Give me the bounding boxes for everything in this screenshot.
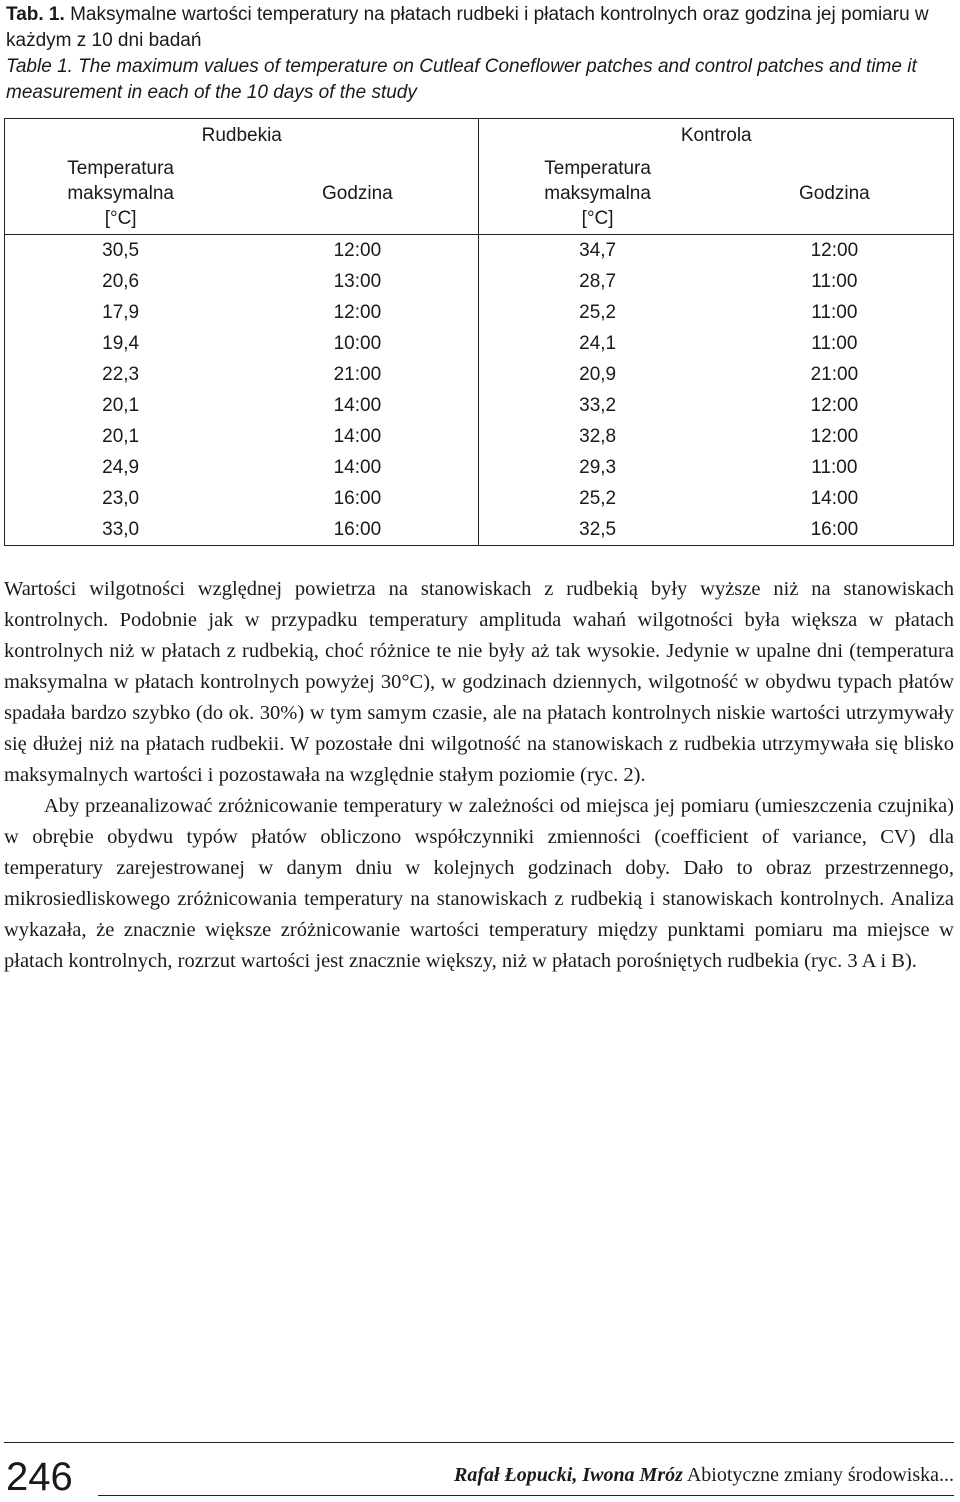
cell-hour-kontrola: 11:00 bbox=[716, 297, 954, 328]
cell-hour-kontrola: 16:00 bbox=[716, 514, 954, 546]
cell-hour-rudbekia: 16:00 bbox=[236, 514, 479, 546]
table-row bbox=[5, 483, 954, 514]
cell-temp-kontrola: 32,5 bbox=[479, 514, 716, 546]
cell-hour-rudbekia: 10:00 bbox=[333, 332, 382, 354]
table-row bbox=[5, 235, 954, 267]
cell-hour-rudbekia: 16:00 bbox=[333, 487, 382, 509]
footer-authors: Rafał Łopucki, Iwona Mróz bbox=[453, 1464, 683, 1486]
table-row bbox=[5, 328, 954, 359]
cell-temp-kontrola: 29,3 bbox=[479, 452, 716, 483]
caption-polish: Maksymalne wartości temperatury na płatach rudbeki i płatach kontrolnych oraz godzina jej pomiaru w każdym z 10 dni badań bbox=[6, 4, 929, 51]
cell-hour-kontrola: 11:00 bbox=[716, 266, 954, 297]
temperature-table bbox=[4, 118, 954, 546]
page-number: 246 bbox=[6, 1455, 73, 1499]
paragraph-humidity: Wartości wilgotności względnej powietrza na stanowiskach z rudbekią były wyższe niż na stanowiskach kontrolnych. Podobnie jak w przypadku temperatury amplituda wahań wilgotności była większa w płatach kontrolnych niż w płatach z rudbekią, choć różnice te nie były aż tak wysokie. Jedynie w upalne dni (temperatura maksymalna w płatach kontrolnych powyżej 30°C), w godzinach dziennych, wilgotność w obydwu typach płatów spadała bardzo szybko (do ok. 30%) w tym samym czasie, ale na płatach kontrolnych niskie wartości utrzymywały się dłużej niż na płatach rudbekii. W pozostałe dni wilgotność na stanowiskach z rudbekia utrzymywała się blisko maksymalnych wartości i pozostawała na względnie stałym poziomie (ryc. 2). bbox=[4, 578, 954, 786]
cell-temp-rudbekia: 33,0 bbox=[5, 514, 237, 546]
paragraph-variation: Aby przeanalizować zróżnicowanie temperatury w zależności od miejsca jej pomiaru (umieszczenia czujnika) w obrębie obydwu typów płatów obliczono współczynniki zmienności (coefficient of variance, CV) dla temperatury zarejestrowanej w danym dniu w kolejnych godzinach doby. Dało to obraz przestrzennego, mikrosiedliskowego zróżnicowania temperatury na stanowiskach z rudbekią i stanowiskach kontrolnych. Analiza wykazała, że znacznie większe zróżnicowanie wartości temperatury między punktami pomiaru ma miejsce w płatach kontrolnych, rozrzut wartości jest znacznie większy, niż w płatach porośniętych rudbekia (ryc. 3 A i B). bbox=[4, 795, 954, 972]
table-row bbox=[5, 452, 954, 483]
cell-temp-kontrola: 32,8 bbox=[479, 421, 716, 452]
cell-temp-rudbekia: 23,0 bbox=[5, 483, 237, 514]
cell-temp-rudbekia: 17,9 bbox=[5, 297, 237, 328]
cell-temp-kontrola: 34,7 bbox=[479, 235, 716, 267]
cell-temp-rudbekia: 20,1 bbox=[5, 421, 237, 452]
footer-rule-bottom bbox=[98, 1495, 954, 1496]
cell-hour-kontrola: 12:00 bbox=[716, 421, 954, 452]
cell-hour-kontrola: 11:00 bbox=[716, 452, 954, 483]
cell-temp-rudbekia: 22,3 bbox=[5, 359, 237, 390]
header-temp-kontrola bbox=[479, 152, 716, 235]
table-caption bbox=[6, 2, 956, 106]
cell-temp-kontrola: 25,2 bbox=[479, 297, 716, 328]
body-text bbox=[4, 574, 954, 977]
cell-hour-rudbekia: 14:00 bbox=[333, 456, 382, 478]
cell-temp-rudbekia: 30,5 bbox=[5, 235, 237, 267]
cell-hour-rudbekia: 14:00 bbox=[333, 425, 382, 447]
cell-temp-rudbekia: 20,1 bbox=[5, 390, 237, 421]
header-temp-line1: Temperatura bbox=[67, 157, 174, 179]
caption-english: Table 1. The maximum values of temperature on Cutleaf Coneflower patches and control patches and time it measurement in each of the 10 days of the study bbox=[6, 56, 917, 103]
cell-temp-rudbekia: 24,9 bbox=[5, 452, 237, 483]
cell-hour-rudbekia: 12:00 bbox=[333, 301, 382, 323]
cell-hour-kontrola: 21:00 bbox=[716, 359, 954, 390]
footer-title: Abiotyczne zmiany środowiska... bbox=[686, 1464, 954, 1486]
header-temp-line2: maksymalna bbox=[67, 182, 174, 204]
table-label: Tab. 1. bbox=[6, 4, 65, 25]
header-temp-line1: Temperatura bbox=[544, 157, 651, 179]
table-row bbox=[5, 297, 954, 328]
footer-rule-top bbox=[4, 1442, 954, 1443]
cell-hour-rudbekia: 21:00 bbox=[333, 363, 382, 385]
table-row bbox=[5, 514, 954, 546]
cell-hour-rudbekia: 12:00 bbox=[333, 239, 382, 261]
header-temp-rudbekia bbox=[5, 152, 237, 235]
cell-hour-kontrola: 14:00 bbox=[716, 483, 954, 514]
group-header-kontrola: Kontrola bbox=[479, 119, 954, 153]
cell-temp-kontrola: 33,2 bbox=[479, 390, 716, 421]
cell-temp-rudbekia: 20,6 bbox=[5, 266, 237, 297]
header-hour-kontrola: Godzina bbox=[716, 152, 954, 235]
table-row bbox=[5, 390, 954, 421]
page-footer bbox=[0, 1440, 960, 1502]
running-footer bbox=[454, 1462, 954, 1488]
cell-hour-kontrola: 12:00 bbox=[716, 390, 954, 421]
header-temp-unit: [°C] bbox=[581, 207, 614, 229]
table-row bbox=[5, 421, 954, 452]
header-temp-line2: maksymalna bbox=[544, 182, 651, 204]
group-header-rudbekia: Rudbekia bbox=[5, 119, 479, 153]
cell-temp-kontrola: 25,2 bbox=[479, 483, 716, 514]
cell-temp-rudbekia: 19,4 bbox=[5, 328, 237, 359]
cell-hour-kontrola: 11:00 bbox=[716, 328, 954, 359]
cell-temp-kontrola: 20,9 bbox=[479, 359, 716, 390]
cell-temp-kontrola: 28,7 bbox=[479, 266, 716, 297]
cell-temp-kontrola: 24,1 bbox=[479, 328, 716, 359]
table-row bbox=[5, 266, 954, 297]
header-temp-unit: [°C] bbox=[104, 207, 137, 229]
table-row bbox=[5, 359, 954, 390]
cell-hour-rudbekia: 13:00 bbox=[333, 270, 382, 292]
cell-hour-rudbekia: 14:00 bbox=[333, 394, 382, 416]
header-hour-rudbekia: Godzina bbox=[236, 152, 479, 235]
cell-hour-kontrola: 12:00 bbox=[716, 235, 954, 267]
